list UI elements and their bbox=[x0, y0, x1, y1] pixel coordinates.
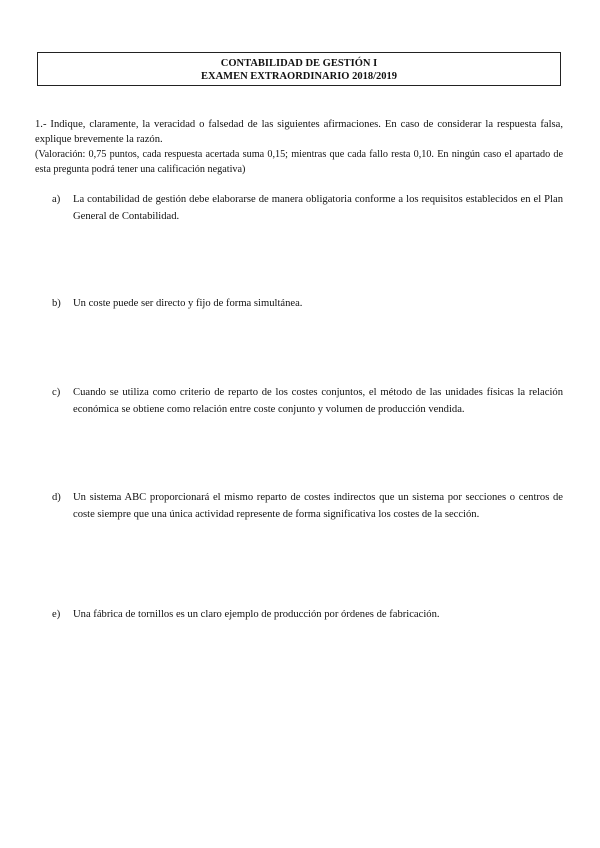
statement-text: Un sistema ABC proporcionará el mismo reparto de costes indirectos que un sistema por secciones o centros de coste siempre que una única actividad represente de forma significativa los costes de la sección. bbox=[73, 492, 563, 520]
statement-letter: a) bbox=[52, 194, 61, 205]
exam-title: EXAMEN EXTRAORDINARIO 2018/2019 bbox=[200, 71, 397, 82]
statement-item bbox=[52, 295, 563, 312]
course-title: CONTABILIDAD DE GESTIÓN I bbox=[220, 58, 378, 69]
statement-text: Un coste puede ser directo y fijo de forma simultánea. bbox=[73, 298, 303, 309]
statement-letter: e) bbox=[52, 609, 61, 620]
statement-text: Una fábrica de tornillos es un claro ejemplo de producción por órdenes de fabricación. bbox=[73, 609, 440, 620]
statement-item bbox=[52, 384, 563, 418]
statement-item bbox=[52, 489, 563, 523]
valuation-text: (Valoración: 0,75 puntos, cada respuesta acertada suma 0,15; mientras que cada fallo resta 0,10. En ningún caso el apartado de esta pregunta podrá tener una calificación negativa) bbox=[35, 149, 563, 175]
statement-letter: c) bbox=[52, 387, 61, 398]
instruction-text: 1.- Indique, claramente, la veracidad o falsedad de las siguientes afirmaciones. En caso de considerar la respuesta falsa, explique brevemente la razón. bbox=[35, 119, 563, 145]
statement-item bbox=[52, 606, 563, 623]
statement-text: La contabilidad de gestión debe elaborarse de manera obligatoria conforme a los requisitos establecidos en el Plan General de Contabilidad. bbox=[73, 194, 563, 222]
statement-letter: b) bbox=[52, 298, 61, 309]
statement-text: Cuando se utiliza como criterio de reparto de los costes conjuntos, el método de las unidades físicas la relación económica se obtiene como relación entre coste conjunto y volumen de producción vendida. bbox=[73, 387, 563, 415]
statement-letter: d) bbox=[52, 492, 61, 503]
question-intro bbox=[35, 117, 563, 177]
statement-item bbox=[52, 191, 563, 225]
exam-title-box bbox=[37, 52, 561, 86]
